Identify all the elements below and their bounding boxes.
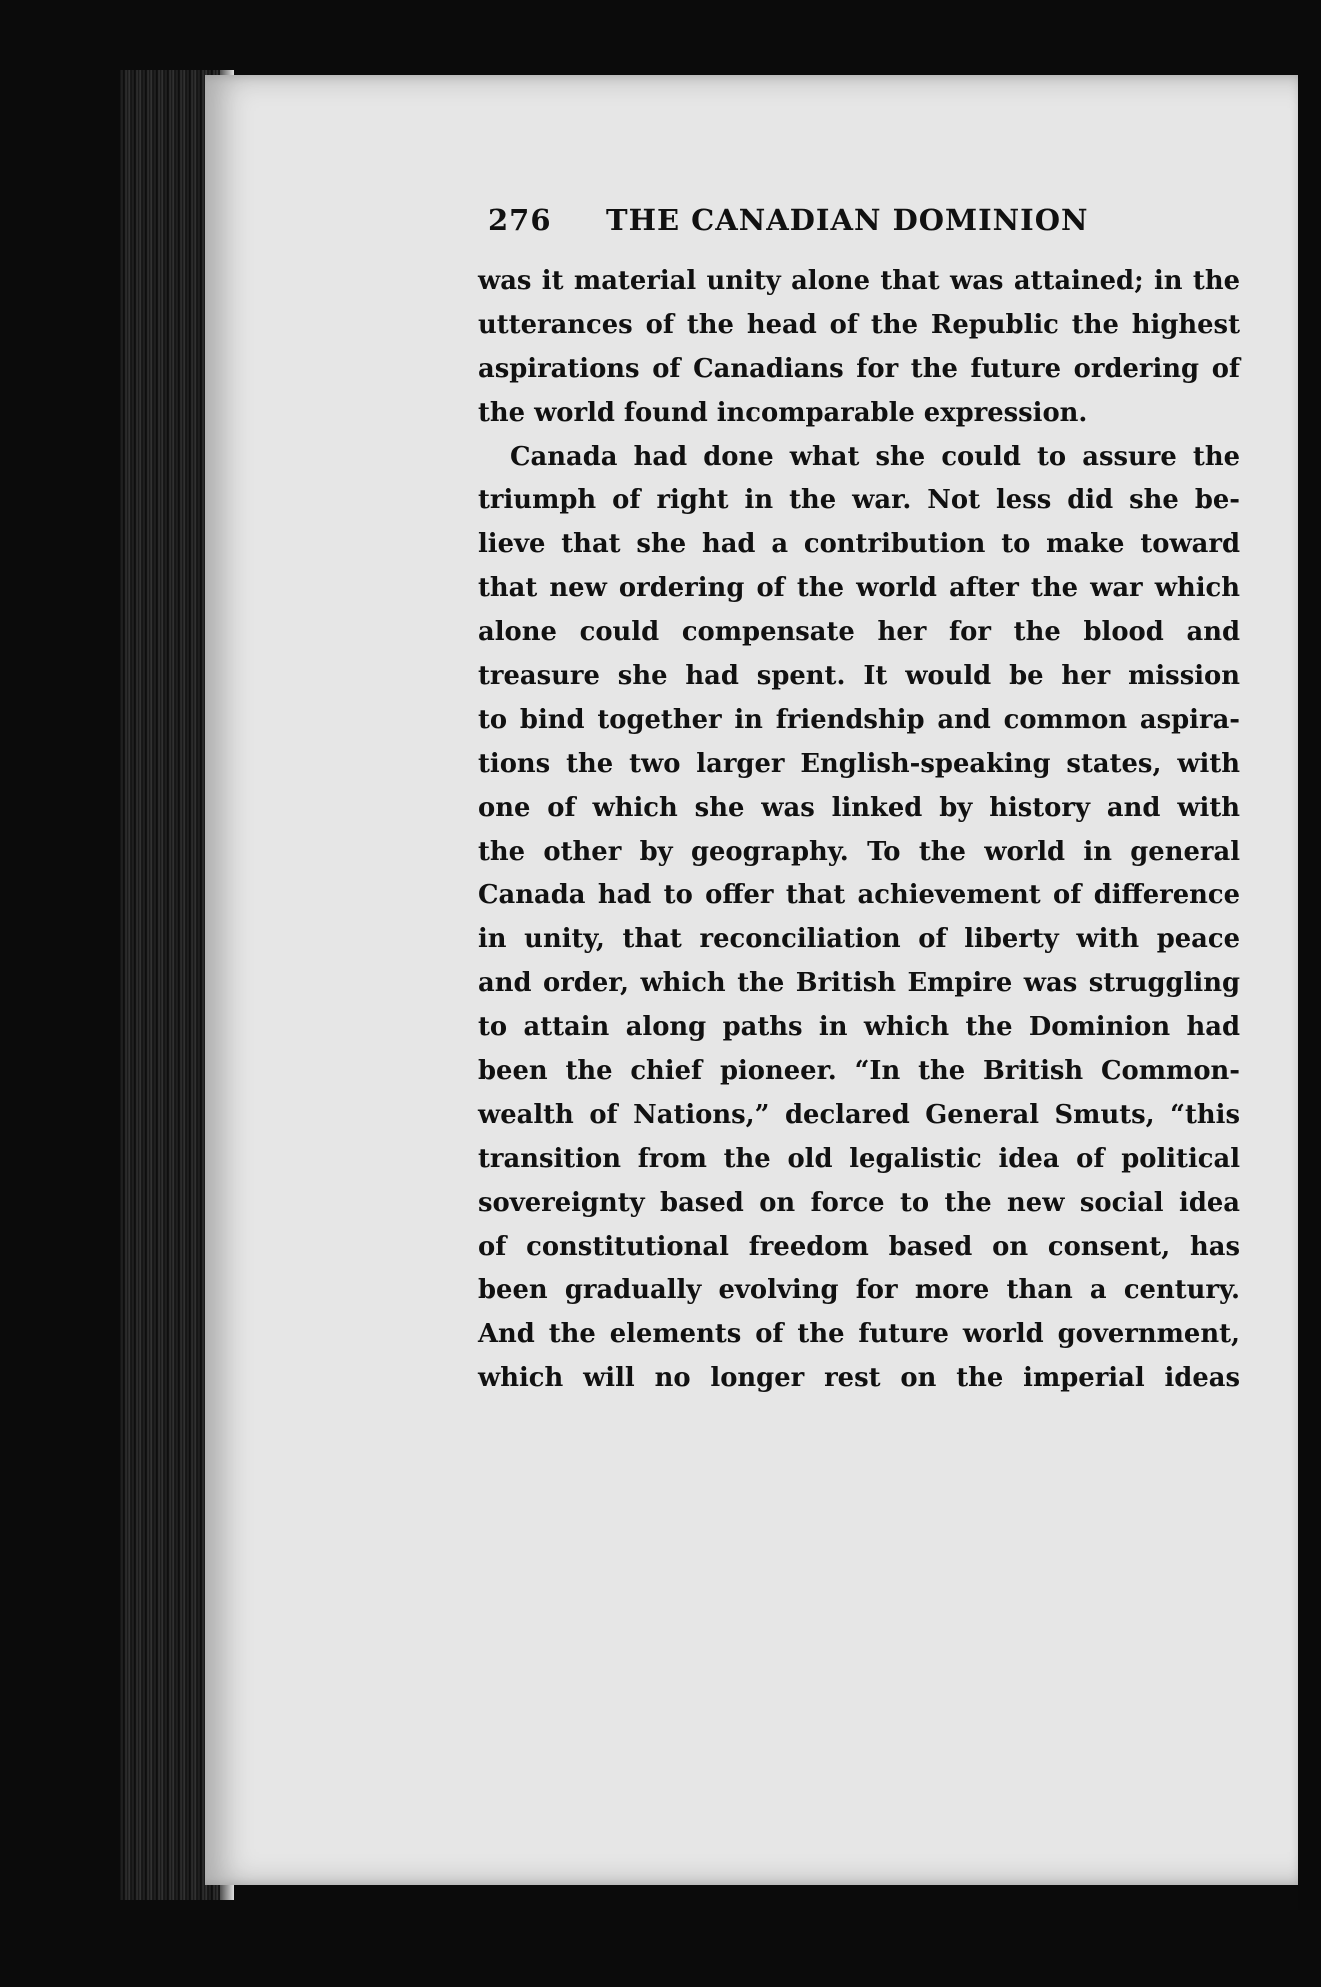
- text-line: Canada had done what she could to assure the: [510, 441, 1240, 472]
- running-head: THE CANADIAN DOMINION: [606, 203, 1089, 237]
- text-line: which will no longer rest on the imperial ideas: [478, 1363, 1240, 1394]
- text-line: and order, which the British Empire was struggling: [478, 968, 1240, 999]
- text-line: of constitutional freedom based on consent, has: [478, 1231, 1240, 1262]
- text-line: to attain along paths in which the Dominion had: [478, 1012, 1240, 1043]
- text-line: utterances of the head of the Republic the highest: [478, 309, 1240, 340]
- text-line: treasure she had spent. It would be her mission: [478, 661, 1240, 692]
- text-line: transition from the old legalistic idea of political: [478, 1143, 1240, 1174]
- page-number: 276: [488, 203, 552, 237]
- text-line: sovereignty based on force to the new social idea: [478, 1187, 1240, 1218]
- text-line: was it material unity alone that was attained; in the: [478, 266, 1240, 296]
- text-line: been the chief pioneer. “In the British Common-: [478, 1056, 1240, 1087]
- text-line: been gradually evolving for more than a century.: [478, 1275, 1240, 1306]
- text-line: Canada had to offer that achievement of difference: [478, 880, 1240, 911]
- text-line: And the elements of the future world government,: [478, 1319, 1240, 1350]
- text-line: that new ordering of the world after the war which: [478, 573, 1240, 604]
- text-line: lieve that she had a contribution to make toward: [478, 529, 1240, 560]
- text-line: wealth of Nations,” declared General Smuts, “this: [478, 1099, 1240, 1130]
- page-right-shadow: [1298, 70, 1321, 1910]
- text-line: the other by geography. To the world in general: [478, 836, 1240, 867]
- text-line: aspirations of Canadians for the future ordering of: [478, 353, 1240, 384]
- text-line: tions the two larger English-speaking states, with: [478, 748, 1240, 779]
- page-header: [488, 203, 1238, 255]
- text-line: one of which she was linked by history and with: [478, 792, 1240, 823]
- text-line: to bind together in friendship and common aspira-: [478, 704, 1240, 735]
- text-line: triumph of right in the war. Not less did she be-: [478, 485, 1240, 516]
- text-line: the world found incomparable expression.: [478, 397, 1088, 428]
- text-line: alone could compensate her for the blood and: [478, 617, 1240, 648]
- body-text: [478, 260, 1240, 1401]
- text-line: in unity, that reconciliation of liberty with peace: [478, 924, 1240, 955]
